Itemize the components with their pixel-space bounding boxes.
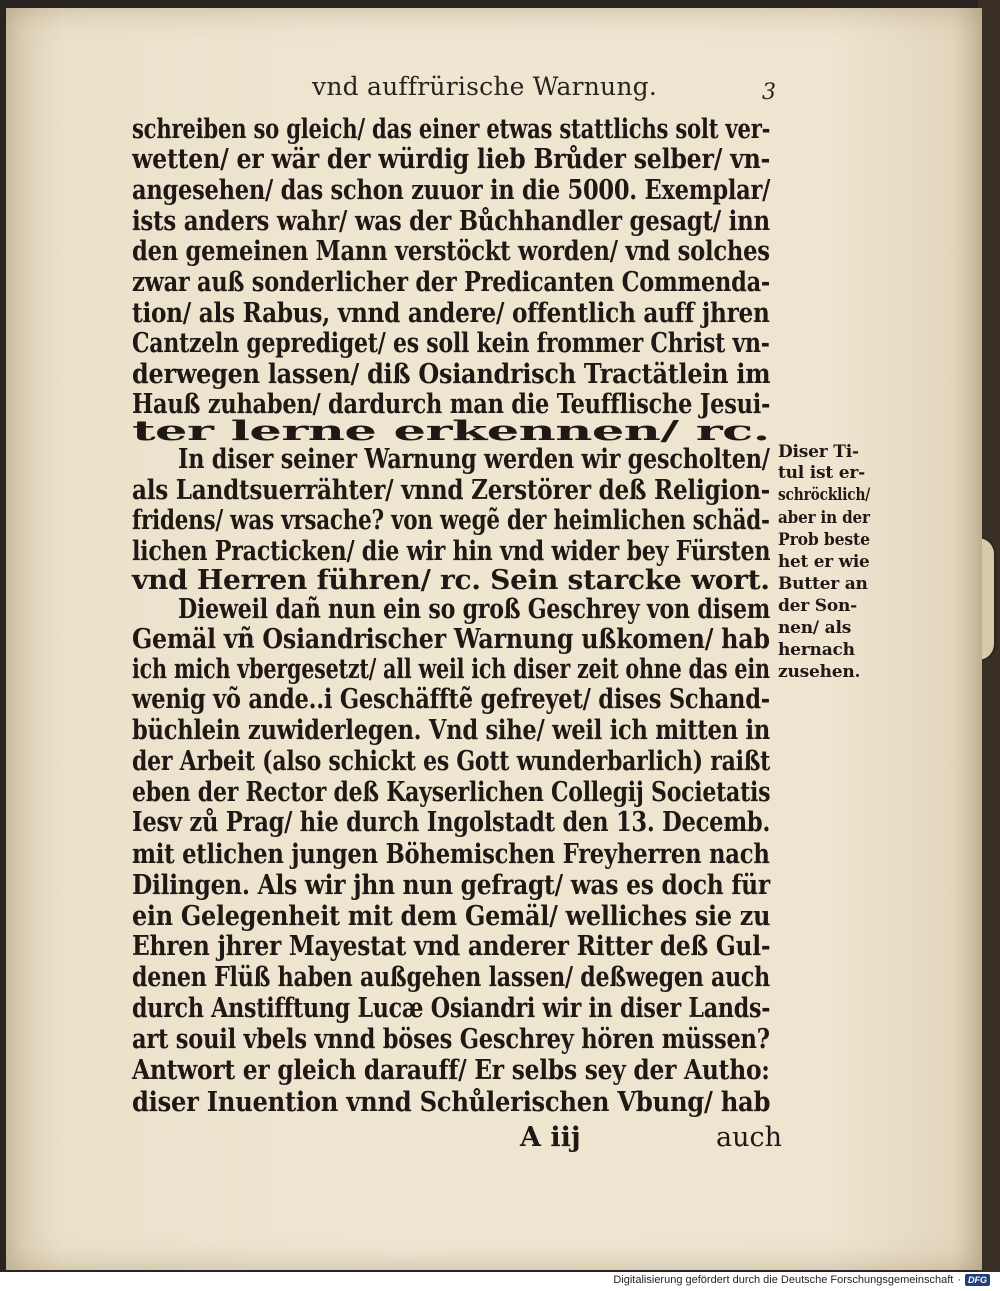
- marginal-note-line: nen/ als: [778, 618, 852, 638]
- marginal-note-line: Diser Ti-: [778, 442, 859, 462]
- body-line: Antwort er gleich darauff/ Er selbs sey der Autho:: [132, 1055, 770, 1086]
- marginal-note-line: Prob beste: [778, 530, 870, 550]
- body-line: ists anders wahr/ was der Bůchhandler gesagt/ inn: [132, 206, 770, 237]
- body-line: wenig võ ande..i Geschäfftẽ gefreyet/ dises Schand-: [132, 684, 770, 715]
- body-line: diser Inuention vnnd Schůlerischen Vbung/ hab: [132, 1087, 771, 1118]
- catchword: auch: [716, 1122, 782, 1153]
- body-line: derwegen lassen/ diß Osiandrisch Tractätlein im: [132, 359, 771, 390]
- marginal-note-line: tul ist er-: [778, 463, 866, 483]
- body-line: angesehen/ das schon zuuor in die 5000. Exemplar/: [132, 175, 771, 206]
- marginal-note-line: zusehen.: [778, 662, 861, 682]
- body-line: Hauß zuhaben/ dardurch man die Teufflische Jesui-: [132, 389, 771, 420]
- body-line: als Landtsuerrähter/ vnnd Zerstörer deß Religion-: [132, 475, 770, 506]
- body-line: Dilingen. Als wir jhn nun gefragt/ was es doch für: [132, 870, 770, 901]
- body-line: vnd Herren führen/ rc. Sein starcke wort.: [132, 565, 770, 596]
- body-line: Iesv zů Prag/ hie durch Ingolstadt den 13. Decemb.: [132, 807, 771, 838]
- page-number: 3: [762, 80, 776, 105]
- marginal-note-line: der Son-: [778, 596, 858, 616]
- marginal-note-line: het er wie: [778, 552, 870, 572]
- running-header: vnd auffrürische Warnung.: [312, 72, 657, 101]
- marginal-note-line: schröcklich/: [778, 485, 871, 505]
- marginal-note-line: hernach: [778, 640, 855, 660]
- signature-mark: A iij: [520, 1122, 581, 1153]
- body-line: ter lerne erkennen/ rc.: [132, 416, 770, 447]
- credit-text: Digitalisierung gefördert durch die Deutsche Forschungsgemeinschaft: [613, 1274, 954, 1286]
- body-line: wetten/ er wär der würdig lieb Brůder selber/ vn-: [132, 144, 771, 175]
- body-line: schreiben so gleich/ das einer etwas stattlichs solt ver-: [132, 114, 771, 145]
- body-line: Cantzeln geprediget/ es soll kein frommer Christ vn-: [132, 328, 770, 359]
- body-line: denen Flüß haben außgehen lassen/ deßwegen auch: [132, 962, 771, 993]
- body-line: eben der Rector deß Kayserlichen Collegij Societatis: [132, 777, 771, 808]
- marginal-note-line: aber in der: [778, 508, 870, 528]
- body-line: ich mich vbergesetzt/ all weil ich diser zeit ohne das ein: [132, 654, 770, 685]
- body-line: In diser seiner Warnung werden wir gescholten/: [178, 444, 770, 475]
- body-line: Ehren jhrer Mayestat vnd anderer Ritter deß Gul-: [132, 931, 771, 962]
- body-line: mit etlichen jungen Böhemischen Freyherren nach: [132, 839, 770, 870]
- digitization-credit: [613, 1274, 990, 1286]
- body-line: zwar auß sonderlicher der Predicanten Commenda-: [132, 267, 770, 298]
- body-line: Dieweil dañ nun ein so groß Geschrey von disem: [178, 594, 770, 625]
- dfg-logo[interactable]: DFG: [965, 1274, 990, 1286]
- body-line: den gemeinen Mann verstöckt worden/ vnd solches: [132, 236, 770, 267]
- body-line: tion/ als Rabus, vnnd andere/ offentlich auff jhren: [132, 298, 770, 329]
- body-line: fridens/ was vrsache? von wegẽ der heimlichen schäd-: [132, 505, 770, 536]
- body-line: durch Anstifftung Lucæ Osiandri wir in diser Lands-: [132, 993, 771, 1024]
- body-line: büchlein zuwiderlegen. Vnd sihe/ weil ich mitten in: [132, 715, 770, 746]
- body-line: lichen Practicken/ die wir hin vnd wider bey Fürsten: [132, 536, 771, 567]
- body-line: ein Gelegenheit mit dem Gemäl/ welliches sie zu: [132, 901, 771, 932]
- body-line: der Arbeit (also schickt es Gott wunderbarlich) raißt: [132, 746, 771, 777]
- marginal-note-line: Butter an: [778, 574, 868, 594]
- body-line: art souil vbels vnnd böses Geschrey hören müssen?: [132, 1024, 770, 1055]
- body-line: Gemäl vñ Osiandrischer Warnung ußkomen/ hab: [132, 624, 770, 655]
- credit-separator: ·: [957, 1274, 961, 1286]
